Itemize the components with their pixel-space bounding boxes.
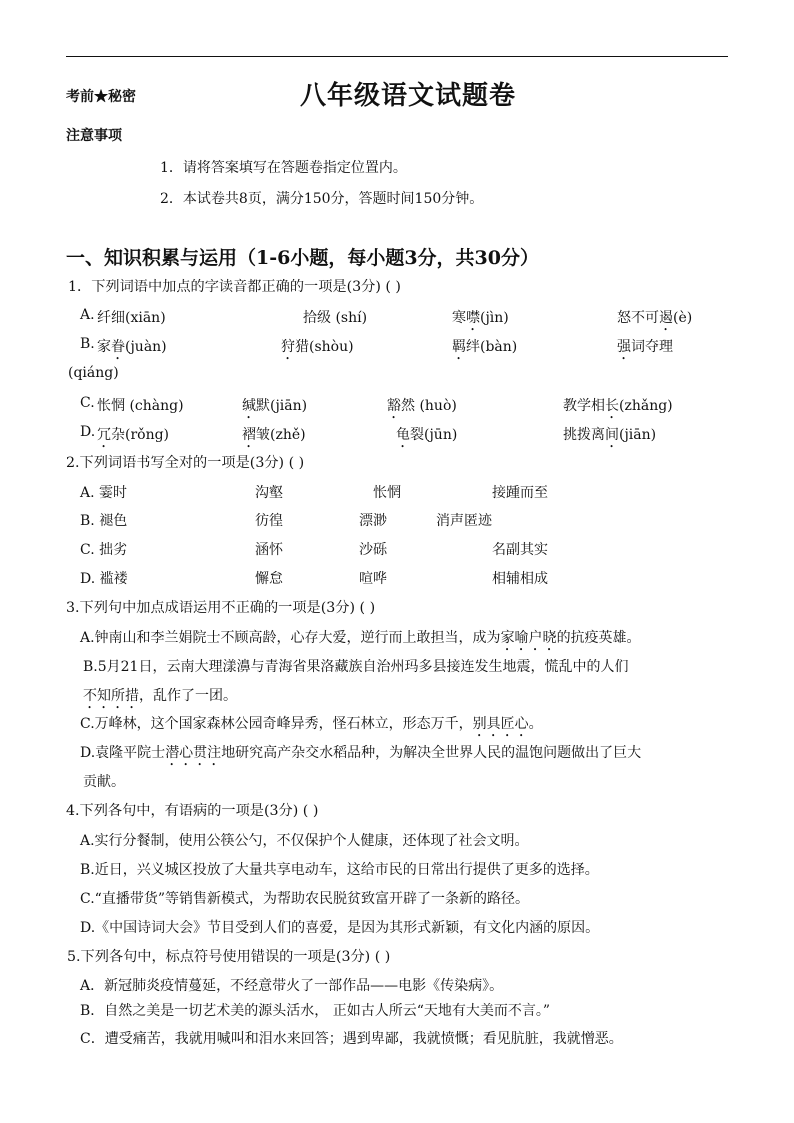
q1-c-word4: 教学相长(zhǎng) <box>563 398 673 414</box>
header-rule <box>66 56 728 57</box>
q2-cell: 接踵而至 <box>492 485 548 501</box>
q2-cell: 懈怠 <box>255 571 283 587</box>
question-2-stem: 2.下列词语书写全对的一项是(3分) ( ) <box>66 455 305 471</box>
q2-cell: C. 拙劣 <box>80 542 128 558</box>
q1-c-word1: 怅惘 (chàng) <box>97 398 184 414</box>
q1-b-word1: 家眷(juàn) <box>97 339 167 355</box>
q2-cell: 怅惘 <box>373 485 401 501</box>
q1-d-word4: 挑拨离间(jiān) <box>563 427 657 443</box>
q3-option-b-cont: 不知所措，乱作了一团。 <box>83 688 237 704</box>
q3-option-d-cont: 贡献。 <box>83 774 125 790</box>
q1-a-word3: 寒噤(jìn) <box>452 310 509 326</box>
question-4-stem: 4.下列各句中，有语病的一项是(3分) ( ) <box>66 803 319 819</box>
q2-cell: D. 褴褛 <box>80 571 128 587</box>
q1-c-word2: 缄默(jiān) <box>242 398 308 414</box>
section-heading: 一、知识积累与运用（1-6小题，每小题3分，共30分） <box>66 247 539 269</box>
exam-title: 八年级语文试题卷 <box>300 81 517 111</box>
q1-option-c-letter: C. <box>80 395 95 411</box>
q2-cell: 消声匿迹 <box>436 513 492 529</box>
q1-a-word2: 拾级 (shí) <box>303 310 368 326</box>
q2-cell: A. 霎时 <box>80 485 128 501</box>
question-1-stem: 1．下列词语中加点的字读音都正确的一项是(3分) ( ) <box>68 279 401 295</box>
question-5-stem: 5.下列各句中，标点符号使用错误的一项是(3分) ( ) <box>67 949 391 965</box>
q2-cell: 涵怀 <box>255 542 283 558</box>
q5-option: C．遭受痛苦，我就用喊叫和泪水来回答；遇到卑鄙，我就愤慨；看见肮脏，我就憎恶。 <box>80 1031 623 1047</box>
q2-cell: 相辅相成 <box>492 571 548 587</box>
q5-option: B．自然之美是一切艺术美的源头活水， 正如古人所云“天地有大美而不言。” <box>80 1003 551 1019</box>
q3-option-c: C.万峰林，这个国家森林公园奇峰异秀，怪石林立，形态万千，别具匠心。 <box>80 716 543 732</box>
q1-option-a-letter: A. <box>80 307 95 323</box>
q1-option-b-letter: B. <box>80 336 95 352</box>
q1-d-word2: 褶皱(zhě) <box>242 427 306 443</box>
q3-option-b: B.5月21日，云南大理漾濞与青海省果洛藏族自治州玛多县接连发生地震，慌乱中的人们 <box>83 659 629 675</box>
q1-b-word3: 羁绊(bàn) <box>452 339 518 355</box>
q3-option-d: D.袁隆平院士潜心贯注地研究高产杂交水稻品种，为解决全世界人民的温饱问题做出了巨大 <box>80 745 642 761</box>
q2-cell: 沟壑 <box>255 485 283 501</box>
notice-item: 2．本试卷共8页，满分150分，答题时间150分钟。 <box>160 191 484 207</box>
q1-a-word1: 纤细(xiān) <box>97 310 166 326</box>
q2-cell: 彷徨 <box>255 513 283 529</box>
q1-b-word4-pinyin: (qiáng) <box>68 365 119 381</box>
q1-a-word4: 怒不可遏(è) <box>617 310 693 326</box>
q4-option: B.近日，兴义城区投放了大量共享电动车，这给市民的日常出行提供了更多的选择。 <box>80 862 599 878</box>
question-3-stem: 3.下列句中加点成语运用不正确的一项是(3分) ( ) <box>66 600 376 616</box>
q4-option: C.“直播带货”等销售新模式，为帮助农民脱贫致富开辟了一条新的路径。 <box>80 891 529 907</box>
q2-cell: 名副其实 <box>492 542 548 558</box>
notice-item: 1．请将答案填写在答题卷指定位置内。 <box>160 160 407 176</box>
q2-cell: B. 褪色 <box>80 513 128 529</box>
q2-cell: 漂渺 <box>359 513 387 529</box>
q1-c-word3: 豁然 (huò) <box>387 398 457 414</box>
q2-cell: 喧哗 <box>359 571 387 587</box>
notice-heading: 注意事项 <box>66 128 122 144</box>
q1-b-word2: 狩猎(shòu) <box>281 339 354 355</box>
q4-option: A.实行分餐制，使用公筷公勺，不仅保护个人健康，还体现了社会文明。 <box>80 833 529 849</box>
q1-d-word3: 龟裂(jūn) <box>396 427 458 443</box>
q1-option-d-letter: D. <box>80 424 96 440</box>
secret-tag: 考前★秘密 <box>66 89 136 105</box>
q5-option: A．新冠肺炎疫情蔓延，不经意带火了一部作品——电影《传染病》。 <box>80 978 504 994</box>
q4-option: D.《中国诗词大会》节目受到人们的喜爱，是因为其形式新颖，有文化内涵的原因。 <box>80 920 600 936</box>
q1-b-word4: 强词夺理 <box>617 339 673 355</box>
q2-cell: 沙砾 <box>359 542 387 558</box>
q3-option-a: A.钟南山和李兰娟院士不顾高龄，心存大爱，逆行而上敢担当，成为家喻户晓的抗疫英雄。 <box>80 630 641 646</box>
q1-d-word1: 冗杂(rǒng) <box>97 427 170 443</box>
